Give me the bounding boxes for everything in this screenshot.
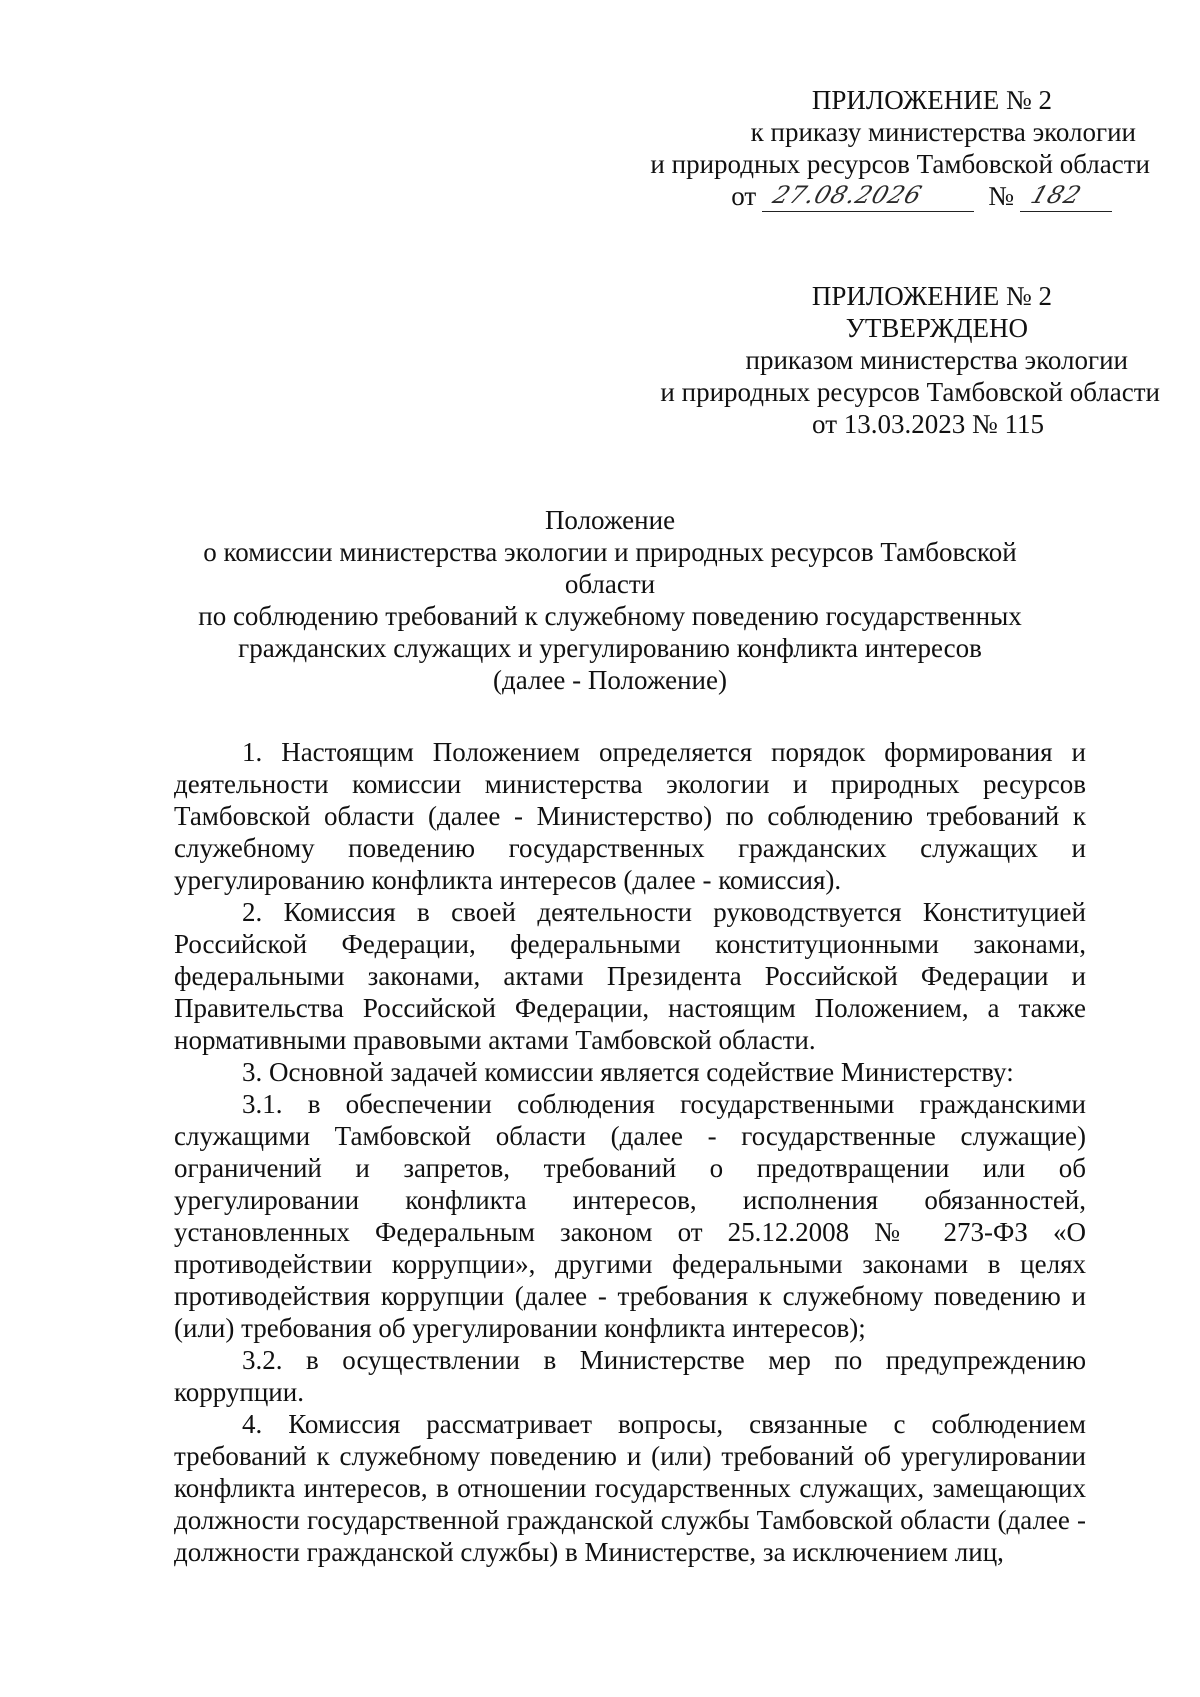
paragraph-2: 2. Комиссия в своей деятельности руководствуется Конституцией Российской Федерации, федеральными конституционными законами, федеральными законами, актами Президента Российской Федерации и Правительства Российской Федерации, настоящим Положением, а также нормативными правовыми актами Тамбовской области.	[174, 897, 1086, 1055]
heading-line-3: по соблюдению требований к служебному поведению государственных	[198, 601, 1022, 631]
appendix-2-title: ПРИЛОЖЕНИЕ № 2	[811, 281, 1052, 311]
number-prefix: №	[988, 181, 1014, 211]
appendix-header-1	[600, 84, 1160, 212]
paragraph-4: 4. Комиссия рассматривает вопросы, связанные с соблюдением требований к служебному поведению и (или) требований об урегулировании конфликта интересов, в отношении государственных служащих, замещающих должности государственной гражданской службы Тамбовской области (далее - должности гражданской службы) в Министерстве, за исключением лиц,	[174, 1409, 1086, 1567]
appendix-1-title: ПРИЛОЖЕНИЕ № 2	[811, 85, 1052, 115]
heading-line-2: о комиссии министерства экологии и природных ресурсов Тамбовской области	[203, 537, 1017, 599]
appendix-2-line3: от 13.03.2023 № 115	[812, 409, 1044, 439]
handwritten-number-field	[1020, 181, 1112, 212]
document-heading	[160, 504, 1060, 696]
heading-line-5: (далее - Положение)	[493, 665, 727, 695]
handwritten-date: 27.08.2026	[769, 181, 927, 209]
paragraph-1: 1. Настоящим Положением определяется порядок формирования и деятельности комиссии министерства экологии и природных ресурсов Тамбовской области (далее - Министерство) по соблюдению требований к служебному поведению государственных гражданских служащих и урегулированию конфликта интересов (далее - комиссия).	[174, 737, 1086, 895]
heading-line-1: Положение	[544, 505, 676, 535]
paragraph-3-2: 3.2. в осуществлении в Министерстве мер по предупреждению коррупции.	[174, 1345, 1086, 1407]
heading-line-4: гражданских служащих и урегулированию конфликта интересов	[238, 633, 982, 663]
appendix-2-approved: УТВЕРЖДЕНО	[845, 313, 1028, 343]
paragraph-3: 3. Основной задачей комиссии является содействие Министерству:	[242, 1057, 1014, 1087]
appendix-header-2	[600, 280, 1160, 440]
handwritten-date-field	[762, 181, 974, 212]
appendix-2-line2: и природных ресурсов Тамбовской области	[660, 377, 1160, 407]
date-prefix: от	[731, 181, 757, 211]
appendix-2-line1: приказом министерства экологии	[745, 345, 1128, 375]
paragraph-3-1: 3.1. в обеспечении соблюдения государственными гражданскими служащими Тамбовской области (далее - государственные служащие) ограничений и запретов, требований о предотвращении или об урегулировании конфликта интересов, исполнения обязанностей, установленных Федеральным законом от 25.12.2008 № 273-ФЗ «О противодействии коррупции», другими федеральными законами в целях противодействия коррупции (далее - требования к служебному поведению и (или) требования об урегулировании конфликта интересов);	[174, 1089, 1086, 1343]
appendix-1-line2: и природных ресурсов Тамбовской области	[650, 149, 1150, 179]
appendix-1-date-number-line	[600, 180, 1160, 212]
handwritten-number: 182	[1027, 181, 1086, 209]
appendix-1-line1: к приказу министерства экологии	[750, 117, 1136, 147]
document-body	[174, 736, 1086, 1568]
